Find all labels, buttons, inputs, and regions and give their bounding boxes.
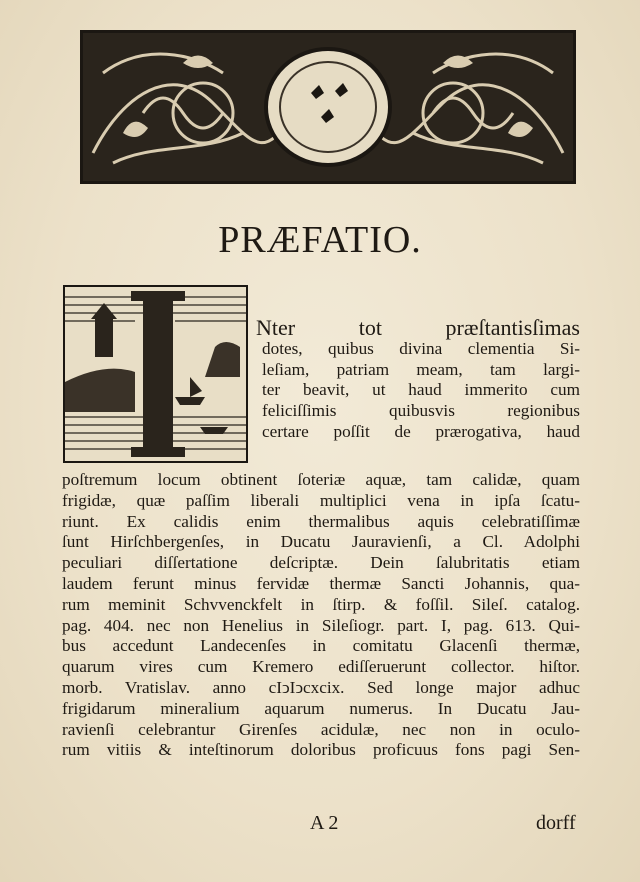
text-line: laudem ferunt minus fervidæ thermæ Sancti Johannis, qua- — [62, 573, 580, 593]
body-text — [62, 470, 580, 761]
text-line: leſiam, patriam meam, tam largi- — [262, 359, 580, 379]
text-line: rum vitiis & inteſtinorum doloribus proficuus fons pagi Sen- — [62, 740, 580, 760]
opening-line: Nter tot præſtantisſimas — [256, 315, 580, 340]
text-line: ſunt Hirſchbergenſes, in Ducatu Jauravienſi, a Cl. Adolphi — [62, 532, 580, 552]
catchword: dorff — [536, 812, 576, 834]
text-line: peculiari diſſertatione deſcriptæ. Dein ſalubritatis etiam — [62, 553, 580, 573]
text-line: dotes, quibus divina clementia Si- — [262, 338, 580, 358]
text-line: ravienſi celebrantur Girenſes acidulæ, nec non in oculo- — [62, 719, 580, 739]
text-line: quarum vires cum Kremero ediſſeruerunt collector. hiſtor. — [62, 657, 580, 677]
landscape-initial-icon — [65, 287, 246, 461]
text-line: frigidarum mineralium aquarum numerus. In Ducatu Jau- — [62, 698, 580, 718]
page-title: PRÆFATIO. — [218, 219, 422, 261]
decorated-initial — [63, 285, 248, 463]
text-line: ter beavit, ut haud immerito cum — [262, 380, 580, 400]
text-line: riunt. Ex calidis enim thermalibus aquis celebratiſſimæ — [62, 511, 580, 531]
text-line: feliciſſimis quibusvis regionibus — [262, 401, 580, 421]
text-line: frigidæ, quæ paſſim liberali multiplici vena in ipſa ſcatu- — [62, 490, 580, 510]
text-line: certare poſſit de prærogativa, haud — [262, 421, 580, 441]
text-line: morb. Vratislav. anno cIↄIↄcxcix. Sed longe major adhuc — [62, 677, 580, 697]
text-line: rum meminit Schvvenckfelt in ſtirp. & foſſil. Sileſ. catalog. — [62, 594, 580, 614]
text-line: bus accedunt Landecenſes in comitatu Glacenſi thermæ, — [62, 636, 580, 656]
text-line: pag. 404. nec non Henelius in Sileſiogr. part. I, pag. 613. Qui- — [62, 615, 580, 635]
text-line: poſtremum locum obtinent ſoteriæ aquæ, tam calidæ, quam — [62, 470, 580, 489]
opening-lines — [256, 315, 580, 443]
signature-mark: A 2 — [310, 812, 339, 834]
ornamental-headpiece — [80, 30, 576, 184]
foliage-ornament-icon — [83, 33, 573, 181]
